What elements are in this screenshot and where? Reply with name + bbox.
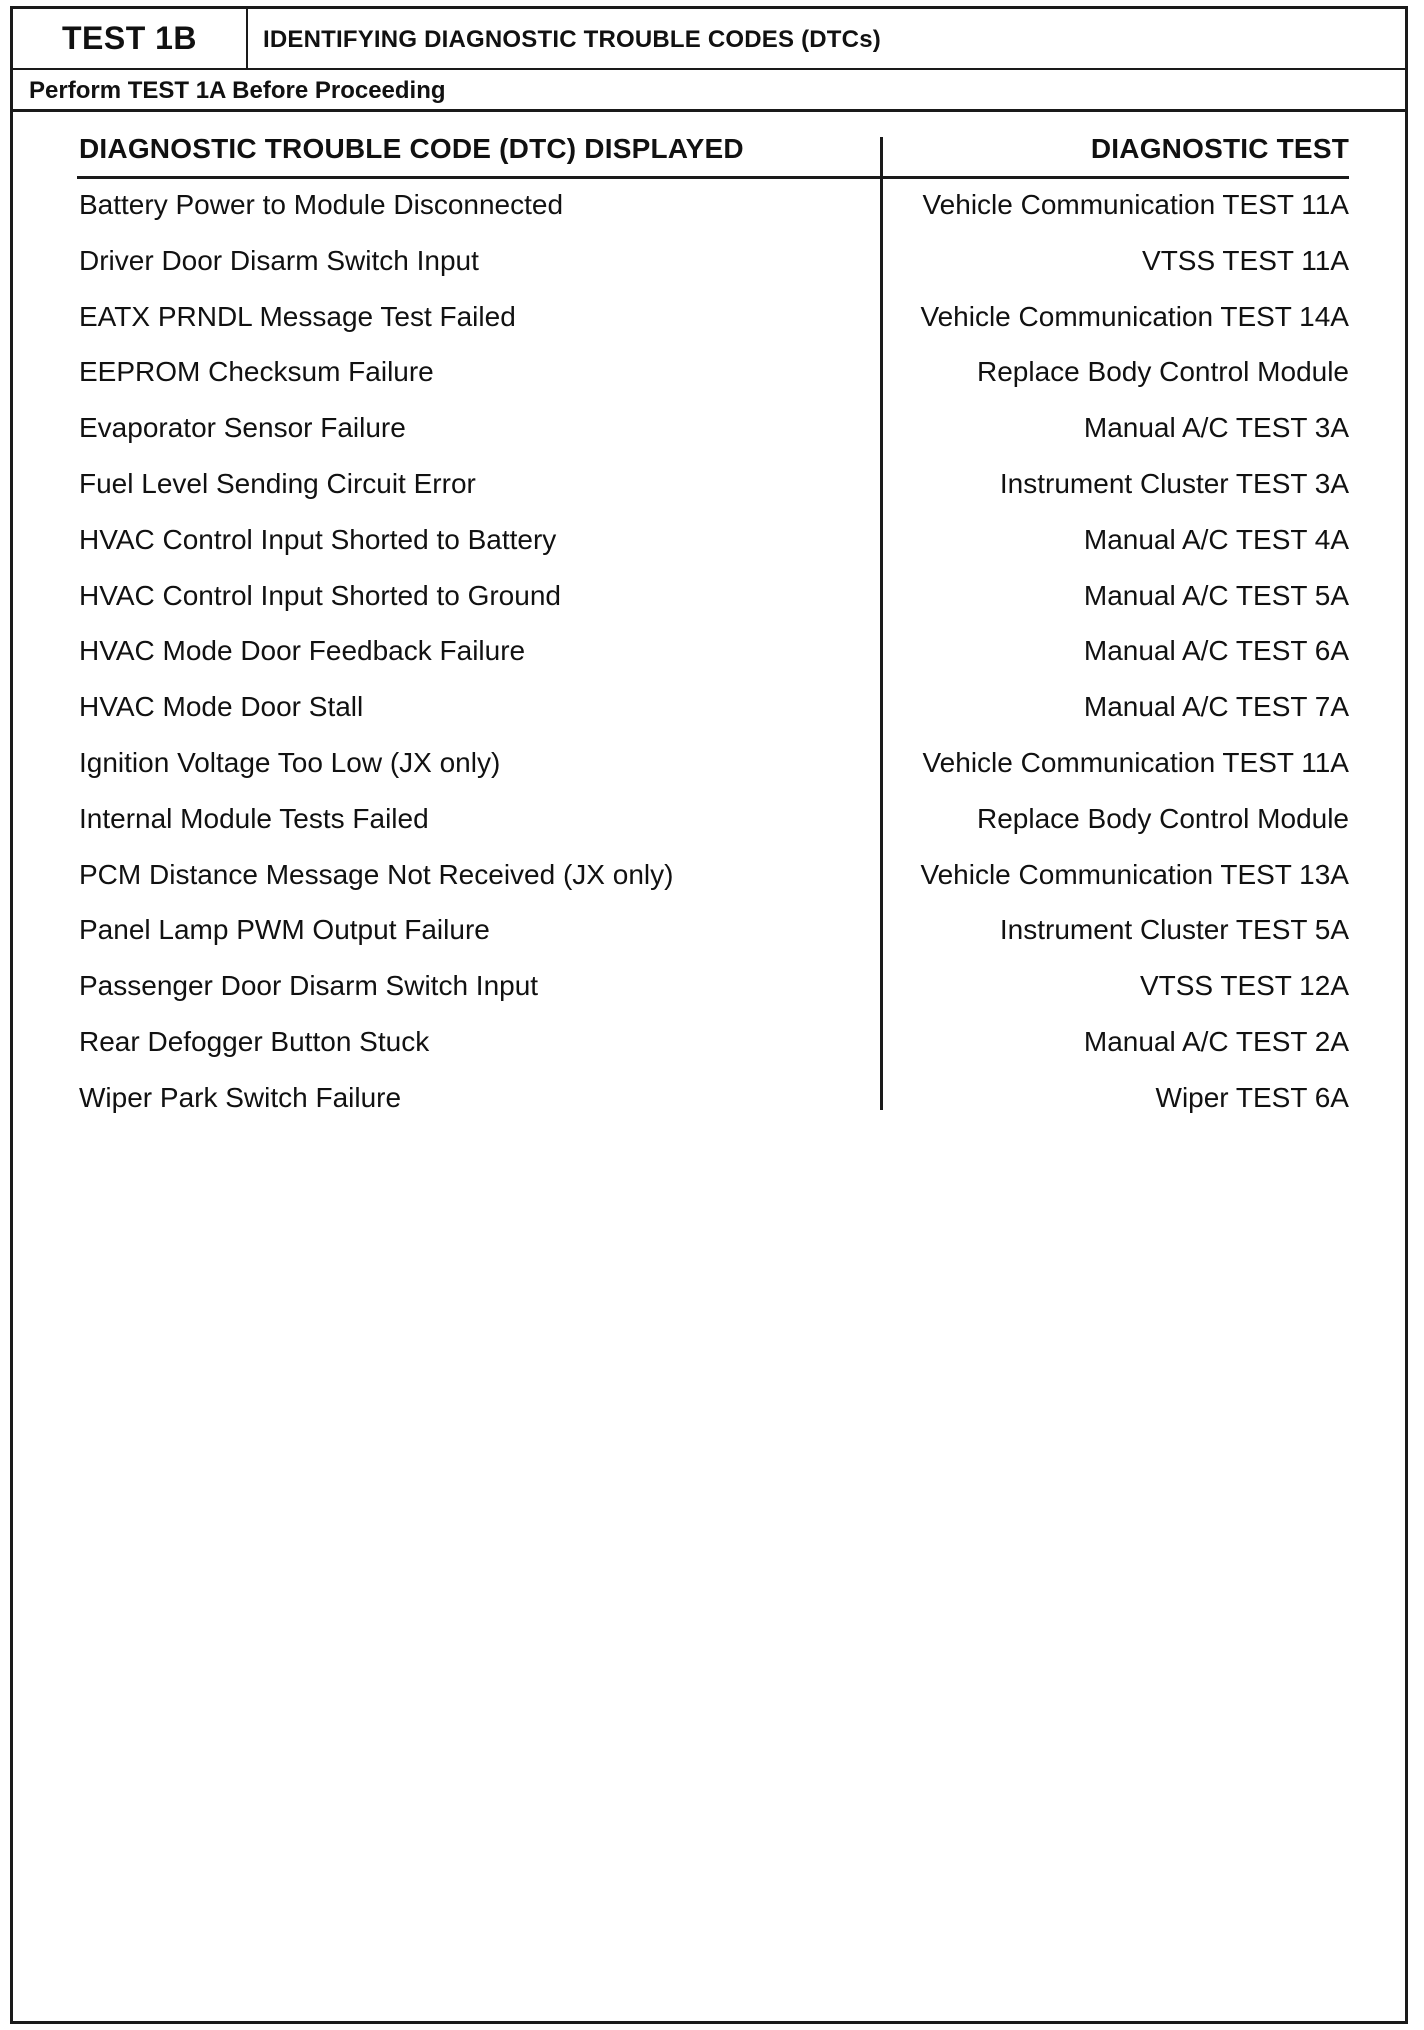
dtc-cell: Internal Module Tests Failed	[79, 802, 429, 834]
dtc-cell: HVAC Control Input Shorted to Battery	[79, 523, 557, 555]
test-cell: Instrument Cluster TEST 3A	[999, 467, 1349, 499]
column-header-test: DIAGNOSTIC TEST	[1090, 133, 1349, 164]
table-row	[77, 181, 1349, 237]
table-row	[77, 348, 1349, 404]
table-body	[77, 181, 1349, 1130]
dtc-cell: HVAC Mode Door Stall	[79, 691, 364, 723]
dtc-cell: HVAC Mode Door Feedback Failure	[79, 635, 526, 667]
column-header-dtc: DIAGNOSTIC TROUBLE CODE (DTC) DISPLAYED	[79, 133, 744, 164]
table-row	[77, 1018, 1349, 1074]
dtc-cell: Ignition Voltage Too Low (JX only)	[79, 746, 501, 778]
dtc-cell: Panel Lamp PWM Output Failure	[79, 914, 490, 946]
test-cell: Manual A/C TEST 2A	[1083, 1025, 1349, 1057]
dtc-cell: HVAC Control Input Shorted to Ground	[79, 579, 561, 611]
test-cell: Replace Body Control Module	[977, 356, 1349, 388]
test-title: IDENTIFYING DIAGNOSTIC TROUBLE CODES (DTCs)	[263, 26, 881, 53]
dtc-cell: EEPROM Checksum Failure	[79, 356, 434, 388]
test-cell: Vehicle Communication TEST 11A	[922, 189, 1349, 220]
table-row	[77, 851, 1349, 907]
table-row	[77, 739, 1349, 795]
table-row	[77, 962, 1349, 1018]
table-row	[77, 404, 1349, 460]
dtc-table	[77, 129, 1349, 1113]
test-cell: Manual A/C TEST 5A	[1083, 579, 1349, 611]
table-header-row	[77, 129, 1349, 176]
table-row	[77, 516, 1349, 572]
test-cell: VTSS TEST 12A	[1139, 970, 1349, 1002]
dtc-cell: Driver Door Disarm Switch Input	[79, 244, 479, 276]
table-row	[77, 572, 1349, 628]
test-cell: Vehicle Communication TEST 11A	[922, 746, 1349, 778]
page-frame	[10, 6, 1408, 2024]
dtc-cell: Evaporator Sensor Failure	[79, 412, 406, 444]
prerequisite-row	[13, 70, 1405, 112]
test-cell: Wiper TEST 6A	[1155, 1081, 1349, 1113]
test-cell: Manual A/C TEST 7A	[1083, 691, 1349, 723]
dtc-cell: EATX PRNDL Message Test Failed	[79, 300, 516, 332]
table-row	[77, 627, 1349, 683]
table-row	[77, 906, 1349, 962]
table-row	[77, 237, 1349, 293]
table-row	[77, 683, 1349, 739]
table-row	[77, 293, 1349, 349]
prerequisite-note: Perform TEST 1A Before Proceeding	[29, 77, 446, 104]
test-cell: Vehicle Communication TEST 14A	[920, 300, 1349, 332]
dtc-cell: Battery Power to Module Disconnected	[79, 189, 564, 220]
header-row	[13, 9, 1405, 70]
dtc-cell: PCM Distance Message Not Received (JX only)	[79, 858, 674, 890]
test-cell: Vehicle Communication TEST 13A	[920, 858, 1349, 890]
test-cell: Manual A/C TEST 6A	[1083, 635, 1349, 667]
test-cell: Instrument Cluster TEST 5A	[999, 914, 1349, 946]
table-row	[77, 460, 1349, 516]
dtc-cell: Fuel Level Sending Circuit Error	[79, 467, 476, 499]
test-cell: Replace Body Control Module	[977, 802, 1349, 834]
dtc-cell: Passenger Door Disarm Switch Input	[79, 970, 539, 1002]
table-row	[77, 795, 1349, 851]
test-cell: Manual A/C TEST 4A	[1083, 523, 1349, 555]
dtc-cell: Rear Defogger Button Stuck	[79, 1025, 430, 1057]
test-id: TEST 1B	[13, 9, 248, 68]
test-cell: VTSS TEST 11A	[1142, 244, 1349, 276]
header-underline	[77, 176, 1349, 179]
table-row	[77, 1074, 1349, 1130]
dtc-cell: Wiper Park Switch Failure	[79, 1081, 402, 1113]
test-cell: Manual A/C TEST 3A	[1083, 412, 1349, 444]
